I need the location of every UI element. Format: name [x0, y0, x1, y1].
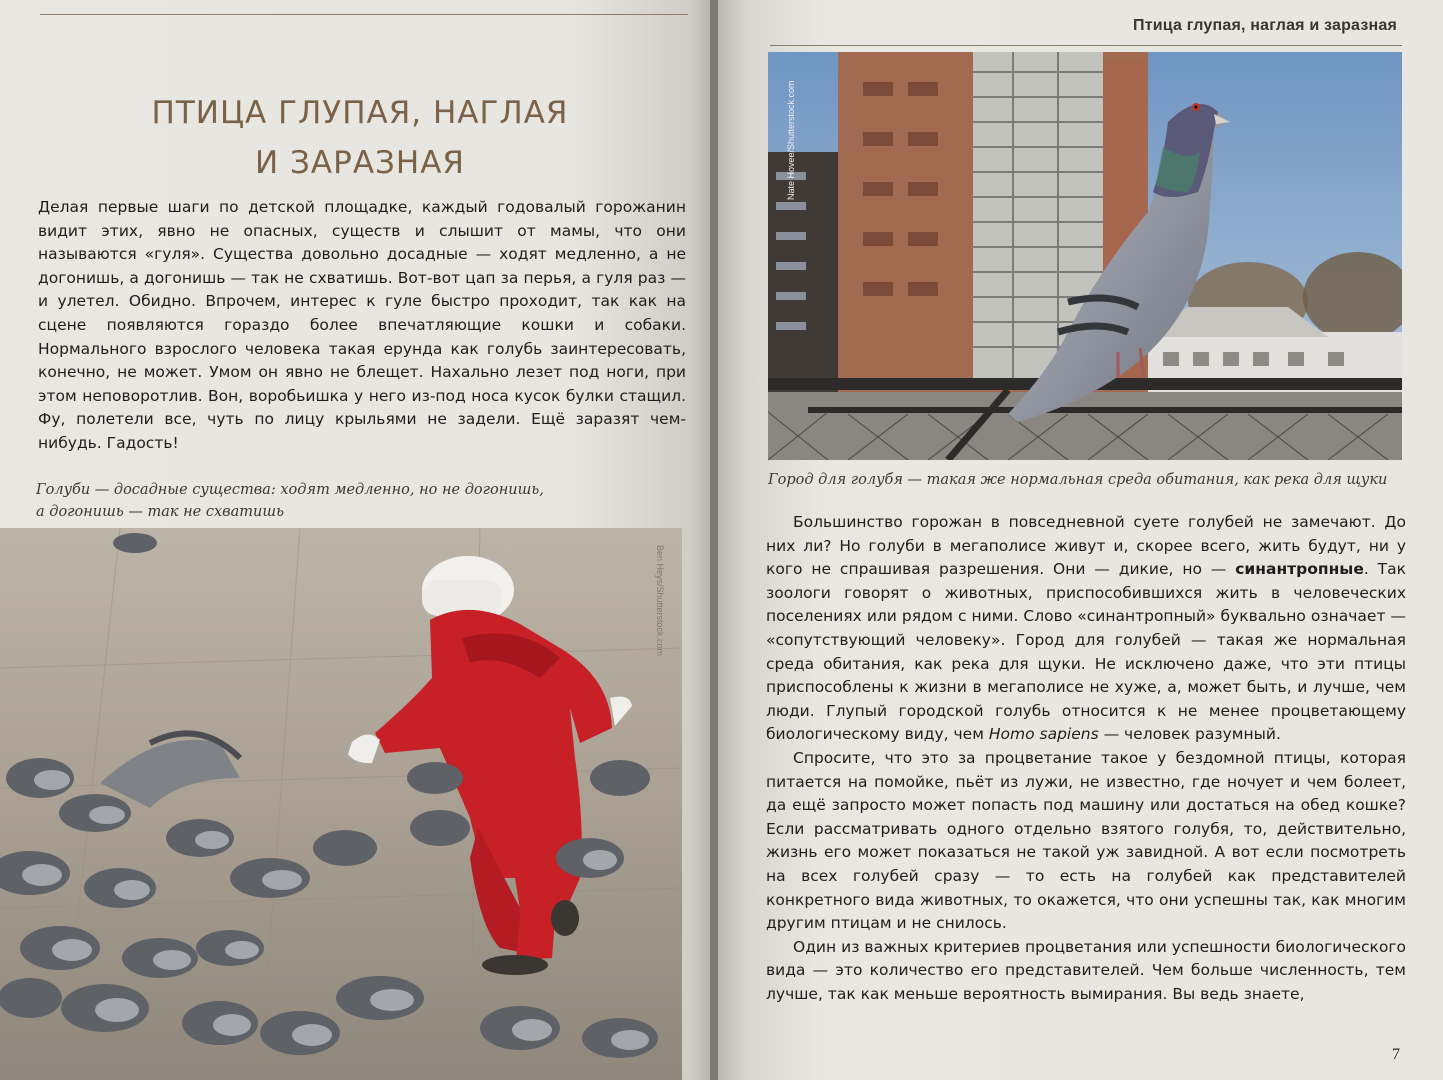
p1-text-middle: . Так зоологи говорят о животных, приспособившихся жить в человеческих поселениях или рядом с ними. Слово «синантропный» буквально означает — «сопутствующий человеку». Город для голубей — такая же нормальная среда обитания, как река для щуки. Не исключено даже, что эти птицы приспособлены к жизни в мегаполисе не хуже, а, может быть, и лучше, чем люди. Глупый городской голубь относится к не менее процветающему биологическому виду, чем: [766, 560, 1406, 744]
p1-text-after: — человек разумный.: [1098, 725, 1281, 744]
p1-term-italic: Homo sapiens: [988, 725, 1099, 744]
pigeon-on-railing-photo: [768, 52, 1402, 460]
chapter-title-line-2: И ЗАРАЗНАЯ: [255, 145, 465, 181]
running-head: Птица глупая, наглая и заразная: [1133, 17, 1397, 34]
chapter-title-line-1: ПТИЦА ГЛУПАЯ, НАГЛАЯ: [151, 95, 569, 131]
p1-term-bold: синантропные: [1235, 560, 1364, 579]
right-photo-caption: Город для голубя — такая же нормальная среда обитания, как река для щуки: [768, 472, 1388, 488]
child-with-pigeons-illustration: [0, 528, 682, 1080]
right-body-text: [766, 511, 1406, 1006]
left-page: [0, 0, 712, 1080]
left-photo-credit: Ben Heys/Shutterstock.com: [655, 545, 665, 657]
page-number: 7: [1392, 1046, 1400, 1063]
left-caption-line-1: Голуби — досадные существа: ходят медленно, но не догонишь,: [36, 482, 544, 498]
left-caption-line-2: а догонишь — так не схватишь: [36, 504, 284, 520]
left-photo-caption: [36, 479, 676, 523]
p1-text-before: Большинство горожан в повседневной суете голубей не замечают. До них ли? Но голуби в мегаполисе живут и, скорее всего, жить будут, ни у кого не спрашивая разрешения. Они — дикие, но —: [766, 513, 1406, 579]
right-paragraph-3: Один из важных критериев процветания или успешности биологического вида — это количество его представителей. Чем больше численность, тем лучше, так как меньше вероятность вымирания. Вы ведь знаете,: [766, 937, 1406, 1003]
chapter-title: [60, 88, 660, 188]
left-body-text: [38, 196, 686, 456]
right-photo-credit: Nate Hovee/Shutterstock.com: [786, 80, 796, 200]
child-with-pigeons-photo: [0, 528, 682, 1080]
left-paragraph: Делая первые шаги по детской площадке, каждый годовалый горожанин видит этих, явно не опасных, существ и слышит от мамы, что они называются «гуля». Существа довольно досадные — ходят медленно, а не догонишь, а догонишь — так не схватишь. Вот-вот цап за перья, а гуля раз — и улетел. Обидно. Впрочем, интерес к гуле быстро проходит, так как на сцене появляются гораздо более впечатляющие кошки и собаки. Нормального взрослого человека такая ерунда как голубь заинтересовать, конечно, не может. Умом он явно не блещет. Нахально лезет под ноги, при этом неповоротлив. Вон, воробьишка у него из-под носа кусок булки стащил. Фу, полетели все, чуть по лицу крыльями не задели. Ещё заразят чем-нибудь. Гадость!: [38, 198, 686, 452]
right-paragraph-1: [766, 511, 1406, 747]
right-page: [718, 0, 1443, 1080]
pigeon-on-railing-illustration: [768, 52, 1402, 460]
right-paragraph-2: Спросите, что это за процветание такое у бездомной птицы, которая питается на помойке, пьёт из лужи, не известно, где ночует и чем болеет, да ещё запросто может попасть под машину или достаться на обед кошке? Если рассматривать одного отдельно взятого голубя, то, действительно, жизнь его может показаться не такой уж завидной. А вот если посмотреть на всех голубей сразу — то есть на голубей как представителей конкретного вида животных, то окажется, что они успешны так, как многим другим птицам и не снилось.: [766, 748, 1406, 933]
top-rule-left: [40, 14, 688, 15]
top-rule-right: [770, 45, 1402, 46]
